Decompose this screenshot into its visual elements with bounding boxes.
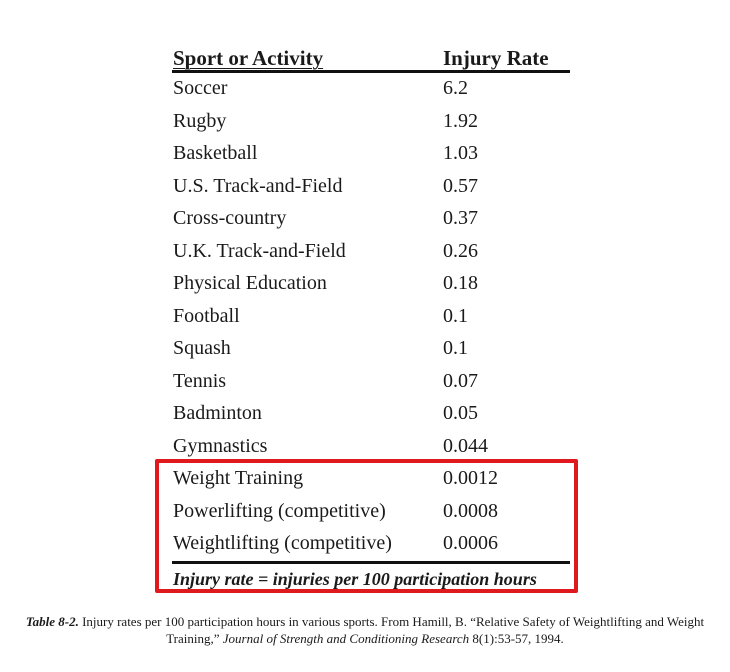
table-row <box>172 398 570 431</box>
table-row <box>172 366 570 399</box>
rate-cell: 0.07 <box>443 369 478 392</box>
table-row <box>172 106 570 139</box>
table-row <box>172 301 570 334</box>
rate-cell: 0.37 <box>443 207 478 229</box>
sport-cell: Squash <box>173 337 231 359</box>
caption-journal: Journal of Strength and Conditioning Research <box>222 631 470 646</box>
rate-cell: 0.0006 <box>443 532 498 554</box>
rate-cell: 6.2 <box>443 77 468 99</box>
table-row <box>172 268 570 301</box>
table-row <box>172 73 570 106</box>
table-row <box>172 333 570 366</box>
caption-label: Table 8-2. <box>25 614 79 629</box>
rate-cell: 1.03 <box>443 142 478 164</box>
rate-cell: 0.18 <box>443 272 478 294</box>
sport-cell: Gymnastics <box>173 434 268 457</box>
sport-cell: Physical Education <box>173 272 327 294</box>
sport-cell: Powerlifting (competitive) <box>173 499 386 522</box>
rate-cell: 0.1 <box>443 337 468 359</box>
header-sport: Sport or Activity <box>173 46 324 70</box>
header-injury-rate: Injury Rate <box>443 46 549 70</box>
rate-cell: 0.26 <box>443 239 478 262</box>
sport-cell: Soccer <box>173 77 228 99</box>
table-row <box>172 138 570 171</box>
rate-cell: 0.05 <box>443 402 478 424</box>
rate-cell: 0.1 <box>443 304 468 327</box>
caption-citation: 8(1):53-57, 1994. <box>469 631 564 646</box>
table-caption <box>0 613 730 647</box>
sport-cell: Tennis <box>173 369 227 392</box>
sport-cell: U.K. Track-and-Field <box>173 239 346 262</box>
rate-cell: 1.92 <box>443 109 478 132</box>
sport-cell: Badminton <box>173 402 262 424</box>
rate-cell: 0.0008 <box>443 499 498 522</box>
table-row <box>172 171 570 204</box>
sport-cell: Cross-country <box>173 207 287 229</box>
footnote-text: Injury rate = injuries per 100 participation hours <box>173 568 537 589</box>
table-row <box>172 236 570 269</box>
rate-cell: 0.57 <box>443 174 478 197</box>
sport-cell: Weightlifting (competitive) <box>173 532 392 554</box>
sport-cell: U.S. Track-and-Field <box>173 174 343 197</box>
caption-text: Injury rates per 100 participation hours in various sports. From Hamill, B. “Relative Safety of Weightlifting and Weight Training,” <box>78 614 705 646</box>
highlight-box <box>155 459 578 593</box>
sport-cell: Weight Training <box>173 467 304 489</box>
rate-cell: 0.044 <box>443 434 488 457</box>
sport-cell: Rugby <box>173 109 227 132</box>
sport-cell: Football <box>173 304 240 327</box>
sport-cell: Basketball <box>173 142 258 164</box>
rate-cell: 0.0012 <box>443 467 498 489</box>
table-header <box>172 44 570 70</box>
table-row <box>172 203 570 236</box>
